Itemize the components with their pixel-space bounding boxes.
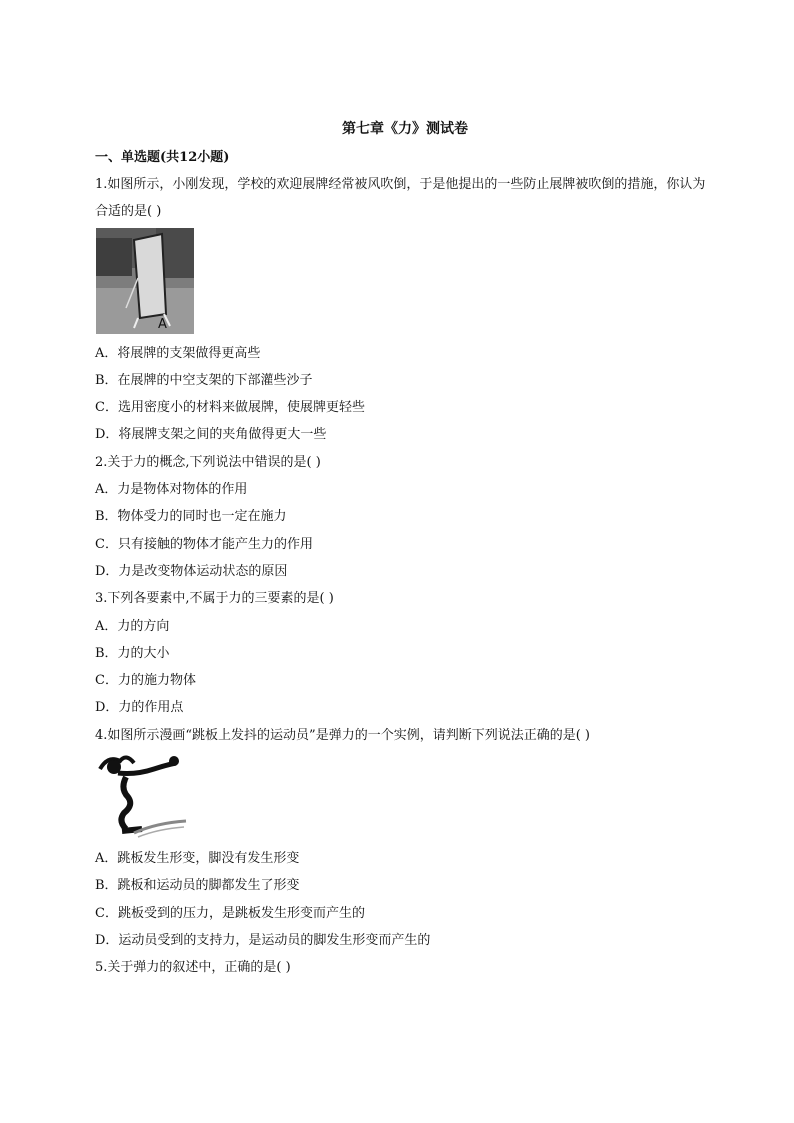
question-3 — [95, 585, 715, 721]
option-a: A．力的方向 — [95, 618, 170, 634]
option-d: D．力的作用点 — [95, 700, 184, 716]
option-b: B．物体受力的同时也一定在施力 — [95, 509, 287, 525]
option-a: A．跳板发生形变，脚没有发生形变 — [95, 851, 300, 867]
document-page — [95, 118, 715, 982]
option-c: C．跳板受到的压力，是跳板发生形变而产生的 — [95, 905, 365, 921]
question-5 — [95, 954, 715, 981]
option-b: B．力的大小 — [95, 645, 170, 661]
question-stem: 1.如图所示，小刚发现，学校的欢迎展牌经常被风吹倒，于是他提出的一些防止展牌被吹倒的措施，你认为合适的是( ) — [95, 177, 706, 220]
question-1 — [95, 171, 715, 449]
section-heading: 一、单选题(共12小题) — [95, 150, 230, 165]
question-2 — [95, 449, 715, 585]
option-d: D．力是改变物体运动状态的原因 — [95, 563, 288, 579]
diver-cartoon — [96, 751, 188, 839]
question-stem: 4.如图所示漫画“跳板上发抖的运动员”是弹力的一个实例，请判断下列说法正确的是( ) — [95, 727, 590, 743]
option-c: C．选用密度小的材料来做展牌，使展牌更轻些 — [95, 400, 365, 416]
option-d: D．将展牌支架之间的夹角做得更大一些 — [95, 427, 327, 443]
option-b: B．在展牌的中空支架的下部灌些沙子 — [95, 372, 313, 388]
option-a: A．力是物体对物体的作用 — [95, 482, 248, 498]
option-c: C．只有接触的物体才能产生力的作用 — [95, 536, 313, 552]
question-stem: 5.关于弹力的叙述中，正确的是( ) — [95, 960, 291, 976]
option-b: B．跳板和运动员的脚都发生了形变 — [95, 878, 300, 894]
display-board-photo — [96, 228, 194, 334]
option-d: D．运动员受到的支持力，是运动员的脚发生形变而产生的 — [95, 932, 431, 948]
question-stem: 2.关于力的概念,下列说法中错误的是( ) — [95, 454, 321, 470]
page-title: 第七章《力》测试卷 — [342, 121, 468, 137]
question-4 — [95, 722, 715, 954]
option-c: C．力的施力物体 — [95, 673, 196, 689]
figure-label: A — [158, 316, 167, 332]
question-stem: 3.下列各要素中,不属于力的三要素的是( ) — [95, 591, 334, 607]
option-a: A．将展牌的支架做得更高些 — [95, 345, 261, 361]
